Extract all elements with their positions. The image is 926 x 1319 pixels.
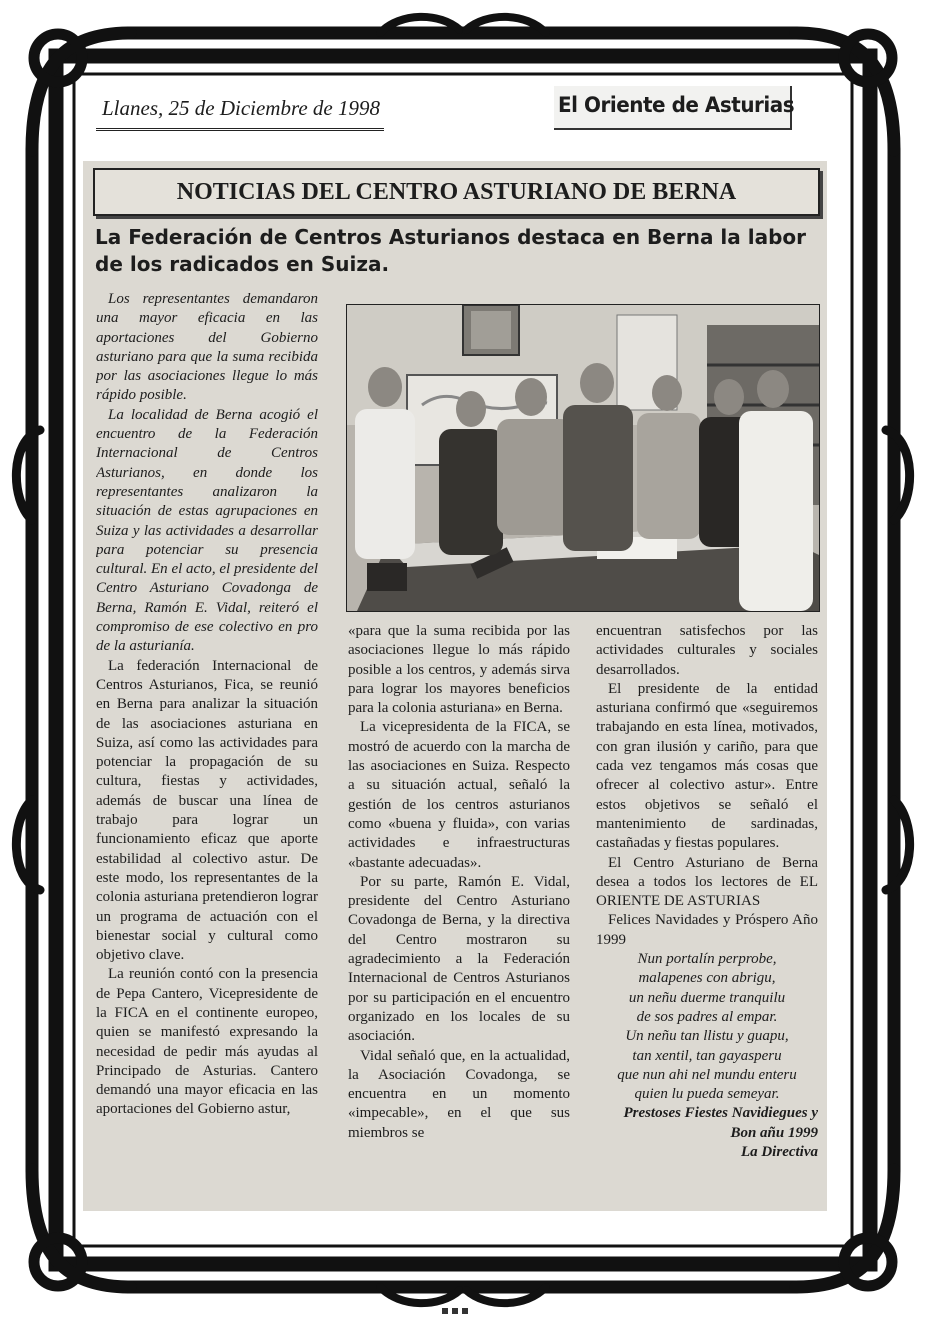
lead-paragraph: Los representantes demandaron una mayor eficacia en las aportaciones del Gobierno asturiano para que la suma recibida por las asociaciones llegue lo más rápido posible. [96, 291, 318, 404]
signature: La Directiva [740, 1144, 818, 1161]
body-paragraph: Por su parte, Ramón E. Vidal, presidente del Centro Asturiano Covadonga de Berna, y la directiva del Centro mostraron su agradecimiento a la Federación Internacional de Centros Asturianos por su participación en el encuentro organizado en los locales de su asociación. [348, 873, 570, 1045]
poem-line: Nun portalín perprobe, [637, 951, 777, 968]
lead-paragraph: La localidad de Berna acogió el encuentro de la Federación Internacional de Centros Asturianos, en donde los representantes analizaron la situación de estas agrupaciones en Suiza y las actividades a desarrollar para potenciar su presencia cultural. En el acto, el presidente del Centro Asturiano Covadonga de Berna, Ramón E. Vidal, reiteró el compromiso de ese colectivo en pro de la asturianía. [96, 406, 318, 655]
body-paragraph: La vicepresidenta de la FICA, se mostró de acuerdo con la marcha de las asociaciones en Suiza. Respecto a su situación actual, señaló la gestión de los centros asturianos como «buena y fluida», con varias actividades e infraestructuras «bastante adecuadas». [348, 719, 570, 871]
masthead-text: El Oriente de Asturias [558, 93, 795, 117]
poem-line: Un neñu tan llistu y guapu, [625, 1028, 789, 1045]
poem-line: tan xentil, tan gayasperu [632, 1047, 782, 1064]
body-paragraph: El Centro Asturiano de Berna desea a todos los lectores de EL ORIENTE DE ASTURIAS [596, 854, 818, 910]
body-paragraph: La reunión contó con la presencia de Pepa Cantero, Vicepresidente de la FICA en el continente europeo, quien se manifestó expresando la necesidad de pedir más ayudas al Principado de Asturias. Cantero demandó una mayor eficacia en las aportaciones del Gobierno astur, [96, 966, 318, 1118]
poem-line: de sos padres al empar. [636, 1008, 778, 1025]
dateline-text: Llanes, 25 de Diciembre de 1998 [102, 96, 381, 120]
poem-line: un neñu duerme tranquilu [628, 989, 786, 1006]
article-column-3 [596, 622, 818, 1210]
poem-line: que nun ahi nel mundu enteru [617, 1066, 797, 1083]
article-headline: La Federación de Centros Asturianos destaca en Berna la labor de los radicados en Suiza. [95, 225, 806, 276]
body-paragraph: La federación Internacional de Centros Asturianos, Fica, se reunió en Berna para analizar la situación de las asociaciones asturiana en Suiza, así como las actividades para potenciar la propagación de su cultura, fiestas y actividades, además de buscar una línea de trabajo para lograr un funcionamiento eficaz que aporte estabilidad al colectivo astur. De este modo, los representantes de la colonia asturiana pretendieron lograr un programa de actuación con el bienestar social y cultural como objetivo clave. [96, 657, 318, 964]
section-header [93, 168, 820, 216]
article-column-2 [348, 622, 570, 1210]
section-title: NOTICIAS DEL CENTRO ASTURIANO DE BERNA [176, 179, 737, 205]
poem-line: malapenes con abrigu, [638, 970, 776, 987]
page-number-mark [440, 1306, 480, 1314]
christmas-greeting: Prestoses Fiestes Navidiegues y Bon añu 1999 [623, 1105, 818, 1141]
body-paragraph: Vidal señaló que, en la actualidad, la Asociación Covadonga, se encuentra en un momento «impecable», en el que sus miembros se [348, 1047, 570, 1141]
article-column-1 [96, 290, 318, 1210]
body-paragraph: Felices Navidades y Próspero Año 1999 [596, 912, 818, 948]
body-paragraph: El presidente de la entidad asturiana confirmó que «seguiremos trabajando en esta línea, motivados, con gran ilusión y cariño, para que cada vez tengamos más cosas que ofrecer al colectivo astur». Entre estos objetivos se señaló el mantenimiento de sardinadas, castañadas y fiestas populares. [596, 680, 818, 852]
body-paragraph: encuentran satisfechos por las actividades culturales y sociales desarrollados. [596, 623, 818, 678]
dateline [96, 88, 384, 131]
body-paragraph: «para que la suma recibida por las asociaciones llegue lo más rápido posible a los centros, y además sirva para lograr los mayores beneficios para la colonia asturiana» en Berna. [348, 623, 570, 717]
group-photo-image [347, 305, 819, 611]
newspaper-masthead [554, 86, 795, 130]
poem-line: quien lu pueda semeyar. [634, 1086, 780, 1103]
group-photo [346, 304, 820, 612]
